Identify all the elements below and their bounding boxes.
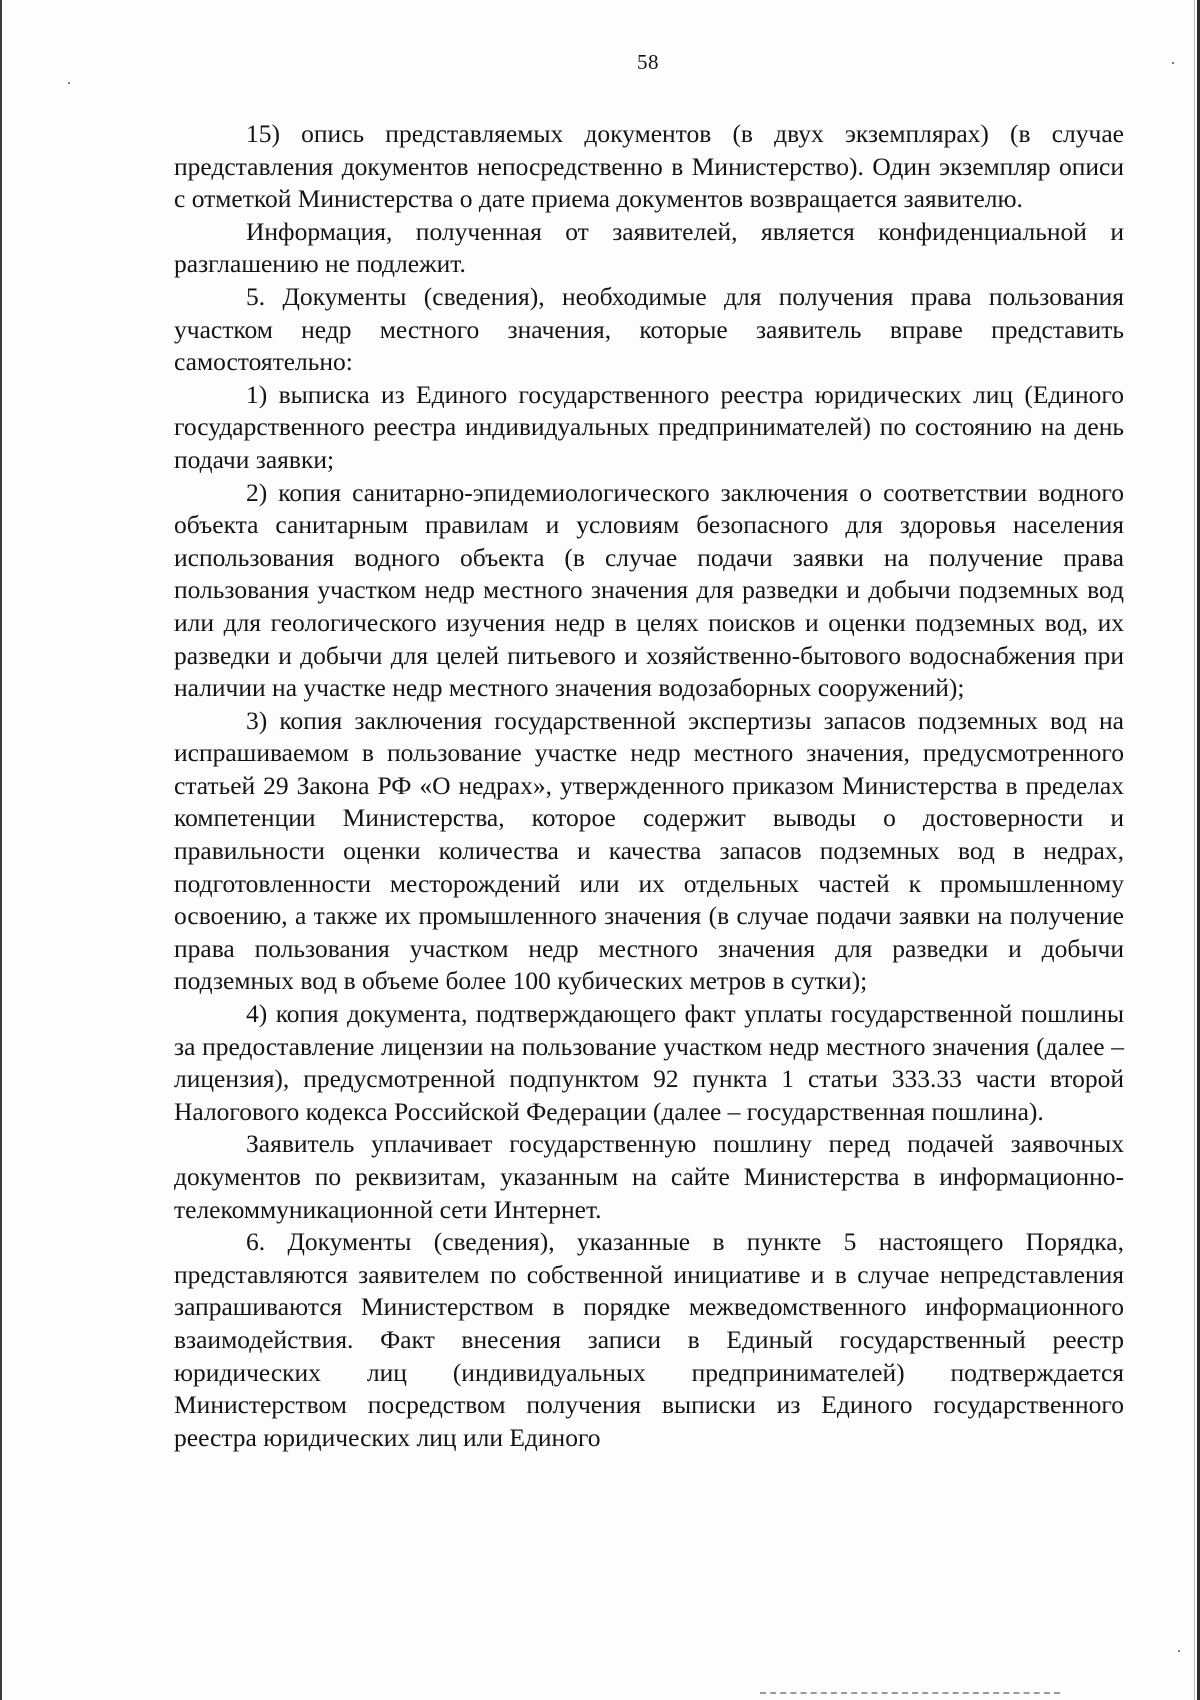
scan-speck <box>68 82 70 84</box>
paragraph-item-4: 4) копия документа, подтверждающего факт уплаты государственной пошлины за предоставление лицензии на пользование участком недр местного значения (далее – лицензия), предусмотренной подпунктом 92 пункта 1 статьи 333.33 части второй Налогового кодекса Российской Федерации (далее – государственная пошлина). <box>174 999 1124 1126</box>
scan-speck <box>1178 1650 1180 1652</box>
scan-bottom-dash <box>760 1692 1060 1694</box>
paragraph-item-15: 15) опись представляемых документов (в двух экземплярах) (в случае представления документов непосредственно в Министерство). Один экземпляр описи с отметкой Министерства о дате приема документов возвращается заявителю. <box>174 119 1124 214</box>
paragraph-item-2: 2) копия санитарно-эпидемиологического заключения о соответствии водного объекта санитарным правилам и условиям безопасного для здоровья населения использования водного объекта (в случае подачи заявки на получение права пользования участком недр местного значения для разведки и добычи подземных вод или для геологического изучения недр в целях поисков и оценки подземных вод, их разведки и добычи для целей питьевого и хозяйственно-бытового водоснабжения при наличии на участке недр местного значения водозаборных сооружений); <box>174 477 1124 703</box>
paragraph-item-1: 1) выписка из Единого государственного реестра юридических лиц (Единого государственного реестра индивидуальных предпринимателей) по состоянию на день подачи заявки; <box>174 379 1124 474</box>
scan-right-edge-shadow <box>1194 0 1195 1700</box>
paragraph-section-5: 5. Документы (сведения), необходимые для получения права пользования участком недр местного значения, которые заявитель вправе представить самостоятельно: <box>174 281 1124 377</box>
paragraph-item-3: 3) копия заключения государственной экспертизы запасов подземных вод на испрашиваемом в пользование участке недр местного значения, предусмотренного статьей 29 Закона РФ «О недрах», утвержденного приказом Министерства в пределах компетенции Министерства, которое содержит выводы о достоверности и правильности оценки количества и качества запасов подземных вод в недрах, подготовленности месторождений или их отдельных частей к промышленному освоению, а также их промышленного значения (в случае подачи заявки на получение права пользования участком недр местного значения для разведки и добычи подземных вод в объеме более 100 кубических метров в сутки); <box>174 705 1124 996</box>
paragraph-section-6: 6. Документы (сведения), указанные в пункте 5 настоящего Порядка, представляются заявителем по собственной инициативе и в случае непредставления запрашиваются Министерством в порядке межведомственного информационного взаимодействия. Факт внесения записи в Единый государственный реестр юридических лиц (индивидуальных предпринимателей) подтверждается Министерством посредством получения выписки из Единого государственного реестра юридических лиц или Единого <box>174 1227 1124 1452</box>
paragraph-confidentiality: Информация, полученная от заявителей, является конфиденциальной и разглашению не подлежит. <box>174 216 1124 279</box>
scan-left-edge <box>0 0 2 1700</box>
document-body <box>174 118 1124 1454</box>
paragraph-fee-payment: Заявитель уплачивает государственную пошлину перед подачей заявочных документов по реквизитам, указанным на сайте Министерства в информационно-телекоммуникационной сети Интернет. <box>174 1129 1124 1224</box>
page-number: 58 <box>637 50 659 74</box>
